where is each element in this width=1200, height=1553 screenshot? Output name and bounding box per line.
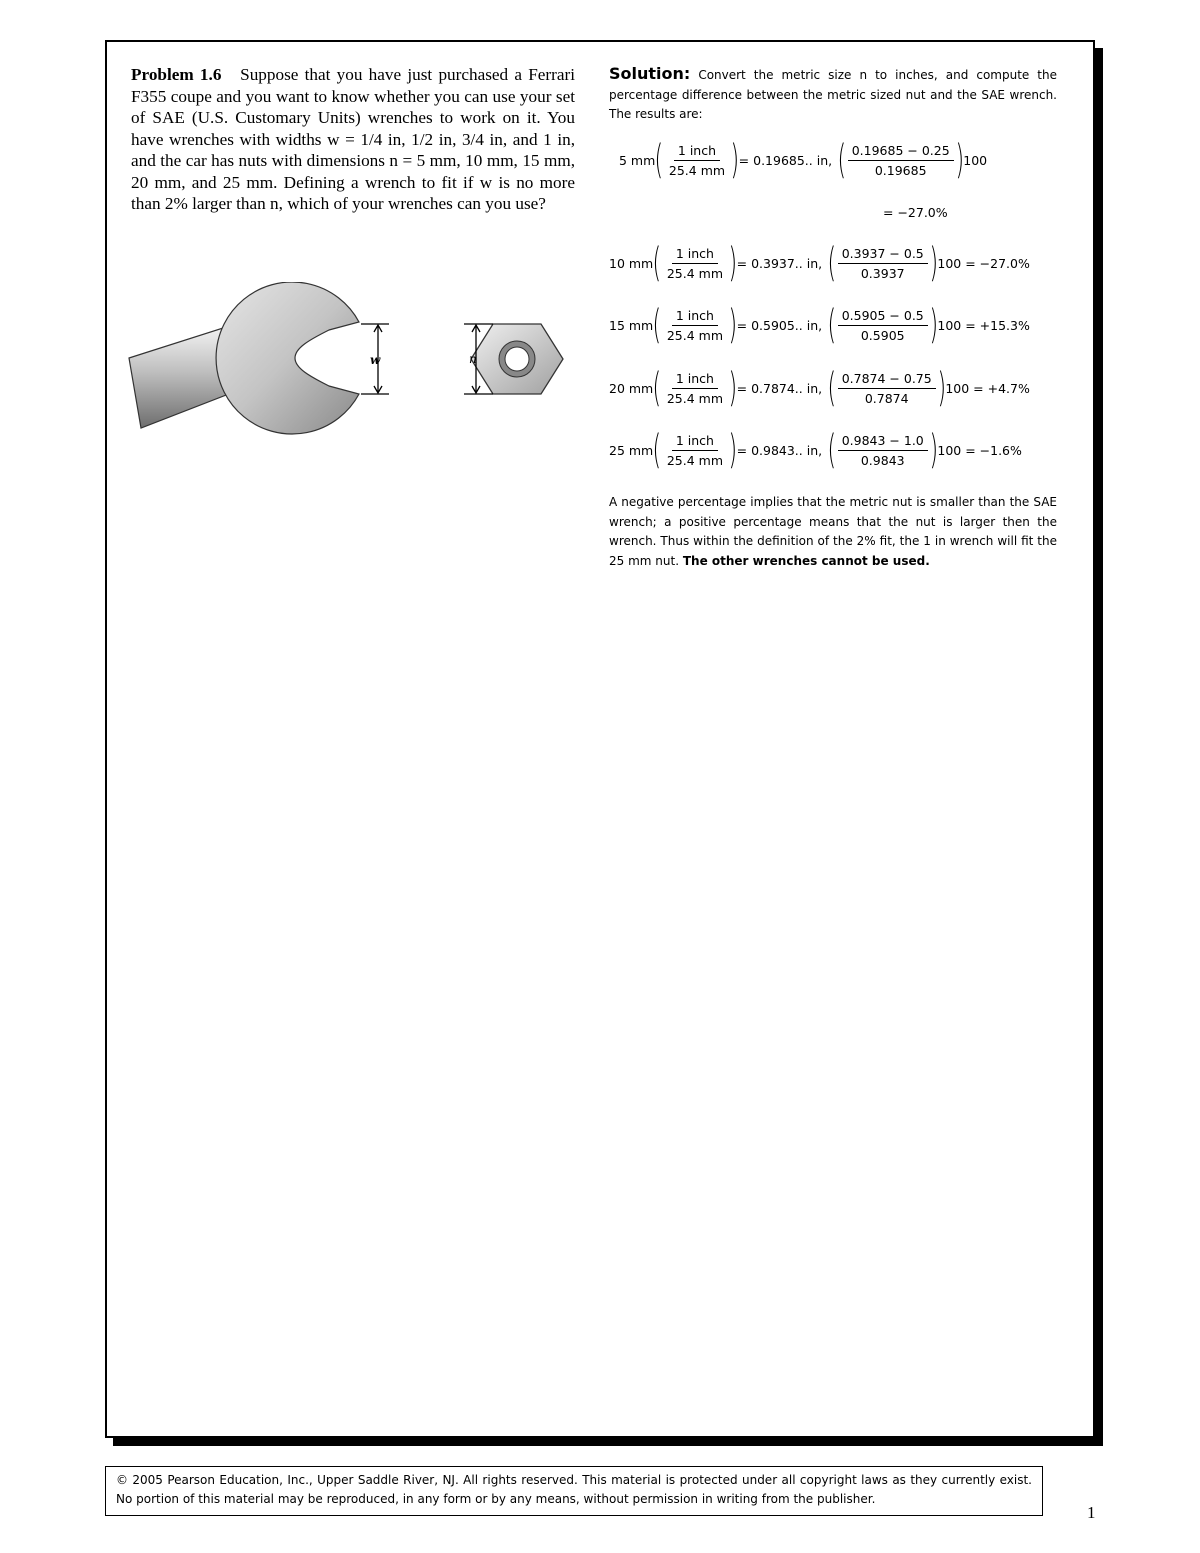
problem-title: Problem 1.6: [131, 65, 222, 84]
equation-row: 10 mm ( $\frac{\text{1 inch}}{25.4 mm}$ ) = 0.3937.. in, ( $\frac{0.3937 - 0.5}{0.3937}$ ) 100 = −27.0%: [609, 240, 1030, 286]
percent-numerator: 0.3937 − 0.5: [838, 245, 928, 264]
nut-size: 20 mm: [609, 380, 654, 396]
problem-statement: [131, 64, 575, 215]
equation-row: 25 mm ( $\frac{\text{1 inch}}{25.4 mm}$ ) = 0.9843.. in, ( $\frac{0.9843 - 1.0}{0.9843}$ ) 100 = −1.6%: [609, 427, 1022, 473]
wrench-icon: [129, 282, 359, 434]
percent-numerator: 0.19685 − 0.25: [848, 142, 954, 161]
conversion-denominator: 25.4 mm: [666, 390, 724, 406]
percent-result: 100: [963, 152, 988, 168]
wrench-nut-figure: [127, 282, 567, 442]
conclusion-text: A negative percentage implies that the metric nut is smaller than the SAE wrench; a positive percentage means that the nut is larger then the wrench. Thus within the definition of the 2% fit, the 1 in wrench will fit the 25 mm nut.: [609, 495, 1057, 568]
nut-size-label: n: [469, 352, 477, 366]
inch-value: = 0.3937.. in,: [736, 255, 823, 271]
problem-text: Suppose that you have just purchased a Ferrari F355 coupe and you want to know whether you can use your set of SAE (U.S. Customary Units) wrenches to work on it. You have wrenches with widths w = 1/4 in, 1/2 in, 3/4 in, and 1 in, and the car has nuts with dimensions n = 5 mm, 10 mm, 15 mm, 20 mm, and 25 mm. Defining a wrench to fit if w is no more than 2% larger than n, which of your wrenches can you use?: [131, 65, 575, 213]
page-number: 1: [1087, 1503, 1096, 1522]
conclusion-bold-text: The other wrenches cannot be used.: [682, 553, 930, 568]
conversion-numerator: 1 inch: [672, 245, 718, 264]
percent-denominator: 0.19685: [874, 162, 927, 178]
copyright-notice: © 2005 Pearson Education, Inc., Upper Saddle River, NJ. All rights reserved. This material is protected under all copyright laws as they currently exist. No portion of this material may be reproduced, in any form or by any means, without permission in writing from the publisher.: [105, 1466, 1043, 1516]
conversion-numerator: 1 inch: [674, 142, 720, 161]
solution-intro-text: Convert the metric size n to inches, and compute the percentage difference between the metric sized nut and the SAE wrench. The results are:: [609, 68, 1057, 121]
inch-value: = 0.7874.. in,: [736, 380, 823, 396]
solution-heading: Solution:: [609, 64, 691, 83]
nut-size: 15 mm: [609, 317, 654, 333]
inch-value: = 0.9843.. in,: [736, 442, 823, 458]
nut-size: 10 mm: [609, 255, 654, 271]
conversion-numerator: 1 inch: [672, 307, 718, 326]
equation-row: 5 mm ( $\frac{\text{1 inch}}{25.4 mm}$ ) = 0.19685.. in, ( $\frac{0.19685 - 0.25}{0.19685}$ ) 100: [619, 137, 988, 183]
nut-icon: [471, 324, 563, 394]
percent-result: 100 = +4.7%: [945, 380, 1030, 396]
percent-numerator: 0.9843 − 1.0: [838, 432, 928, 451]
percent-result: 100 = +15.3%: [937, 317, 1030, 333]
percent-denominator: 0.5905: [860, 327, 905, 343]
percent-denominator: 0.3937: [860, 265, 905, 281]
nut-size: 25 mm: [609, 442, 654, 458]
conversion-numerator: 1 inch: [672, 370, 718, 389]
percent-result-line: = −27.0%: [883, 205, 948, 220]
inch-value: = 0.5905.. in,: [736, 317, 823, 333]
percent-denominator: 0.7874: [864, 390, 909, 406]
equation-row: 15 mm ( $\frac{\text{1 inch}}{25.4 mm}$ ) = 0.5905.. in, ( $\frac{0.5905 - 0.5}{0.5905}$ ) 100 = +15.3%: [609, 302, 1030, 348]
conversion-denominator: 25.4 mm: [668, 162, 726, 178]
solution-intro: [609, 64, 1057, 125]
solution-conclusion: [609, 493, 1057, 571]
conversion-numerator: 1 inch: [672, 432, 718, 451]
conversion-denominator: 25.4 mm: [666, 265, 724, 281]
equation-row: 20 mm ( $\frac{\text{1 inch}}{25.4 mm}$ ) = 0.7874.. in, ( $\frac{0.7874 - 0.75}{0.7874}$ ) 100 = +4.7%: [609, 365, 1030, 411]
percent-result: 100 = −27.0%: [937, 255, 1030, 271]
percent-denominator: 0.9843: [860, 452, 905, 468]
nut-size: 5 mm: [619, 152, 656, 168]
conversion-denominator: 25.4 mm: [666, 452, 724, 468]
percent-numerator: 0.7874 − 0.75: [838, 370, 936, 389]
inch-value: = 0.19685.. in,: [738, 152, 833, 168]
wrench-width-label: w: [370, 353, 381, 367]
percent-result: 100 = −1.6%: [937, 442, 1022, 458]
problem-frame: [105, 40, 1095, 1438]
percent-numerator: 0.5905 − 0.5: [838, 307, 928, 326]
conversion-denominator: 25.4 mm: [666, 327, 724, 343]
